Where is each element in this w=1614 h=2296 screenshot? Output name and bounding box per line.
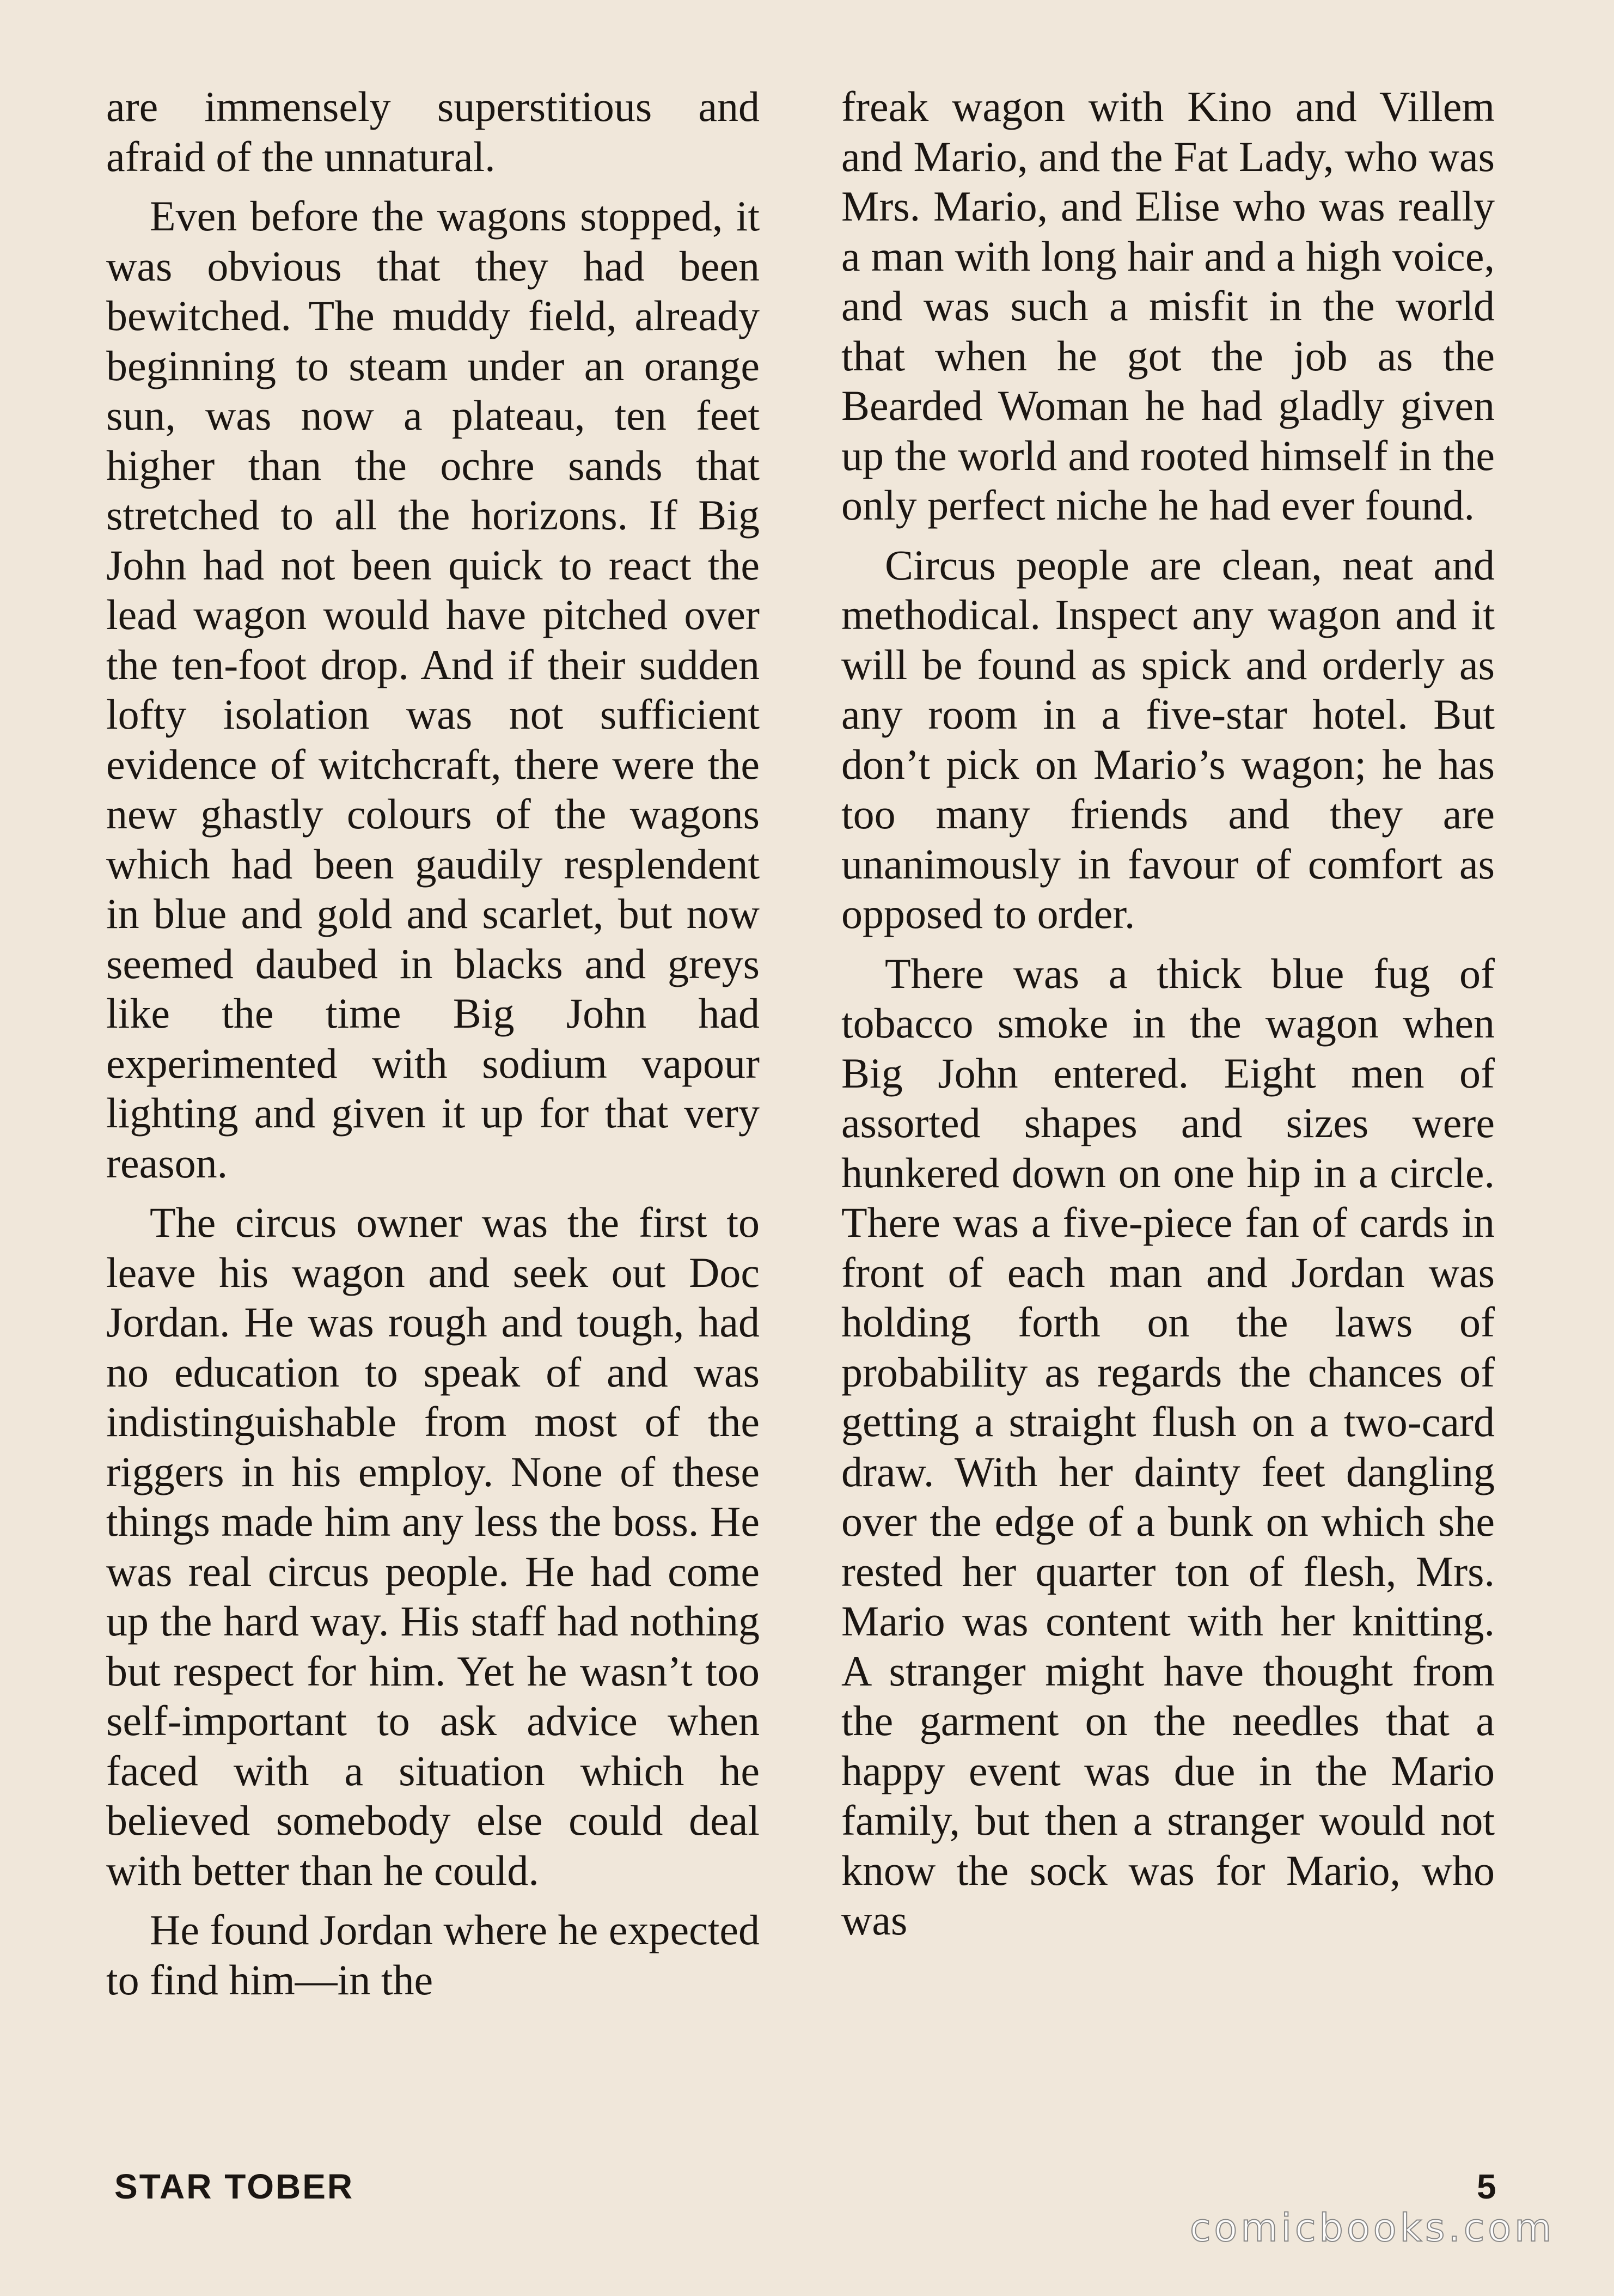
paragraph: He found Jordan where he expected to find him—in the xyxy=(106,1906,760,2004)
right-text-column xyxy=(841,82,1495,1955)
site-watermark: comicbooks.com xyxy=(1190,2206,1555,2250)
paragraph: The circus owner was the first to leave his wagon and seek out Doc Jordan. He was rough and tough, had no education to speak of and was indistinguishable from most of the riggers in his employ. None of these things made him any less the boss. He was real circus people. He had come up the hard way. His staff had nothing but respect for him. Yet he wasn’t too self-important to ask advice when faced with a situation which he believed somebody else could deal with better than he could. xyxy=(106,1199,760,1894)
paragraph: freak wagon with Kino and Villem and Mario, and the Fat Lady, who was Mrs. Mario, and Elise who was really a man with long hair and a high voice, and was such a misfit in the world that when he got the job as the Bearded Woman he had gladly given up the world and rooted himself in the only perfect niche he had ever found. xyxy=(841,83,1495,529)
paragraph: are immensely superstitious and afraid of the unnatural. xyxy=(106,83,760,180)
paragraph: There was a thick blue fug of tobacco smoke in the wagon when Big John entered. Eight men of assorted shapes and sizes were hunkered down on one hip in a circle. There was a five-piece fan of cards in front of each man and Jordan was holding forth on the laws of probability as regards the chances of getting a straight flush on a two-card draw. With her dainty feet dangling over the edge of a bunk on which she rested her quarter ton of flesh, Mrs. Mario was content with her knitting. A stranger might have thought from the garment on the needles that a happy event was due in the Mario family, but then a stranger would not know the sock was for Mario, who was xyxy=(841,949,1495,1944)
left-text-column xyxy=(106,82,760,2014)
paragraph: Circus people are clean, neat and methodical. Inspect any wagon and it will be found as spick and orderly as any room in a five-star hotel. But don’t pick on Mario’s wagon; he has too many friends and they are unanimously in favour of comfort as opposed to order. xyxy=(841,541,1495,937)
page-number: 5 xyxy=(1477,2167,1496,2206)
paragraph: Even before the wagons stopped, it was obvious that they had been bewitched. The muddy field, already beginning to steam under an orange sun, was now a plateau, ten feet higher than the ochre sands that stretched to all the horizons. If Big John had not been quick to react the lead wagon would have pitched over the ten-foot drop. And if their sudden lofty isolation was not sufficient evidence of witchcraft, there were the new ghastly colours of the wagons which had been gaudily resplendent in blue and gold and scarlet, but now seemed daubed in blacks and greys like the time Big John had experimented with sodium vapour lighting and given it up for that very reason. xyxy=(106,192,760,1187)
running-footer-title: STAR TOBER xyxy=(114,2167,354,2206)
